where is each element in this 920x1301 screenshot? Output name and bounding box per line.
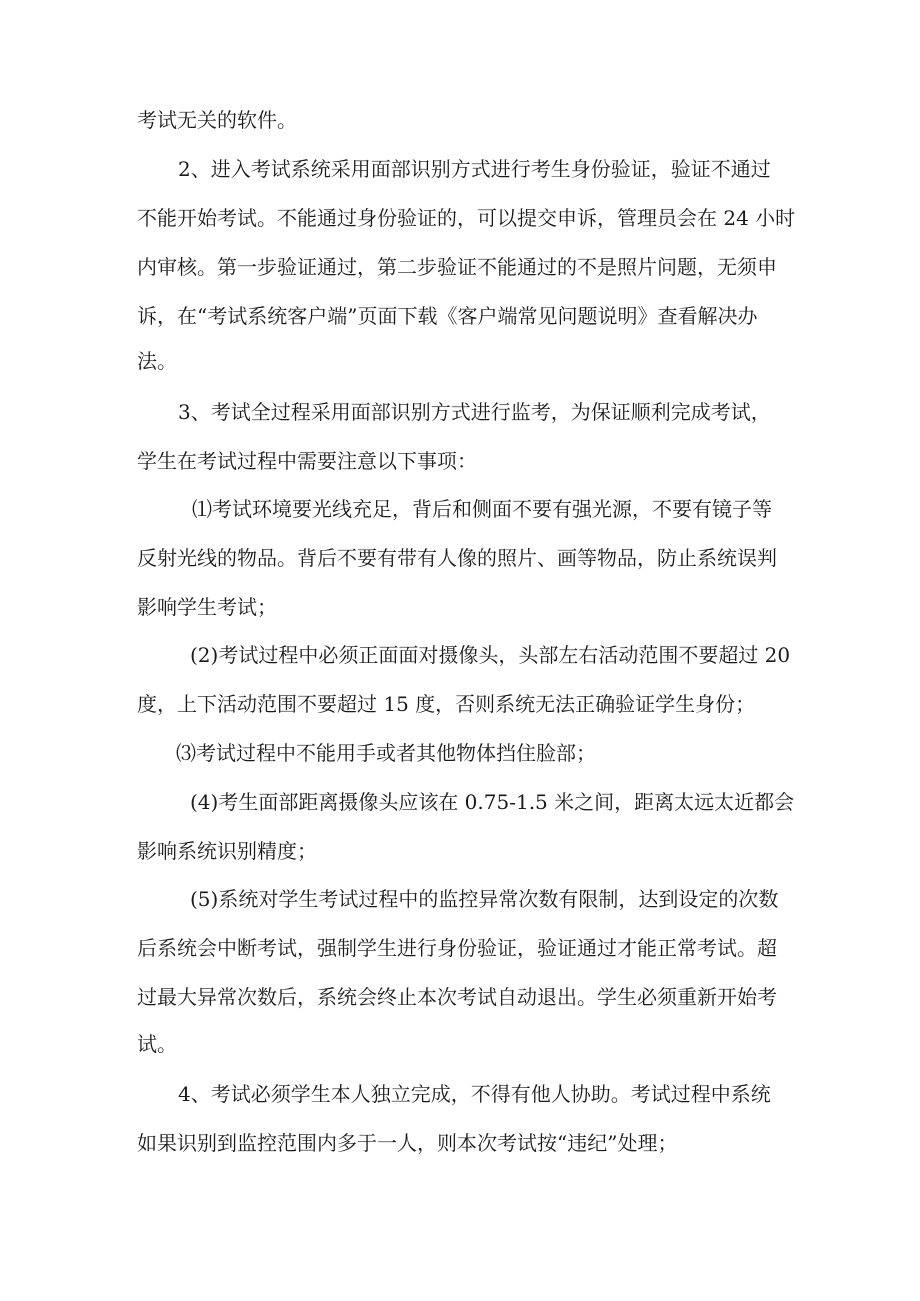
text-line: 3、考试全过程采用面部识别方式进行监考，为保证顺利完成考试， <box>178 400 771 424</box>
text-line: 4、考试必须学生本人独立完成，不得有他人协助。考试过程中系统 <box>178 1082 771 1106</box>
text-line: ⑴考试环境要光线充足，背后和侧面不要有强光源，不要有镜子等 <box>192 497 772 521</box>
text-line: ⑶考试过程中不能用手或者其他物体挡住脸部； <box>176 741 596 765</box>
text-line: (4)考生面部距离摄像头应该在 0.75-1.5 米之间，距离太远太近都会 <box>190 790 795 814</box>
text-line: 诉，在“考试系统客户端”页面下载《客户端常见问题说明》查看解决办 <box>137 304 758 328</box>
text-line: (5)系统对学生考试过程中的监控异常次数有限制，达到设定的次数 <box>190 887 779 911</box>
text-line: (2)考试过程中必须正面面对摄像头，头部左右活动范围不要超过 20 <box>190 643 791 667</box>
text-line: 过最大异常次数后，系统会终止本次考试自动退出。学生必须重新开始考 <box>137 985 777 1009</box>
text-line: 学生在考试过程中需要注意以下事项： <box>137 449 477 473</box>
text-line: 影响学生考试； <box>137 595 277 619</box>
text-line: 度，上下活动范围不要超过 15 度，否则系统无法正确验证学生身份； <box>137 692 756 716</box>
text-line: 反射光线的物品。背后不要有带有人像的照片、画等物品，防止系统误判 <box>137 546 777 570</box>
text-line: 法。 <box>137 349 177 373</box>
text-line: 如果识别到监控范围内多于一人，则本次考试按“违纪”处理； <box>137 1131 678 1155</box>
text-line: 考试无关的软件。 <box>137 108 297 132</box>
text-line: 不能开始考试。不能通过身份验证的，可以提交申诉，管理员会在 24 小时 <box>137 206 796 230</box>
text-line: 内审核。第一步验证通过，第二步验证不能通过的不是照片问题，无须申 <box>137 255 777 279</box>
text-line: 2、进入考试系统采用面部识别方式进行考生身份验证，验证不通过 <box>178 157 771 181</box>
text-line: 影响系统识别精度； <box>137 839 317 863</box>
text-line: 后系统会中断考试，强制学生进行身份验证，验证通过才能正常考试。超 <box>137 936 777 960</box>
text-line: 试。 <box>137 1032 177 1056</box>
